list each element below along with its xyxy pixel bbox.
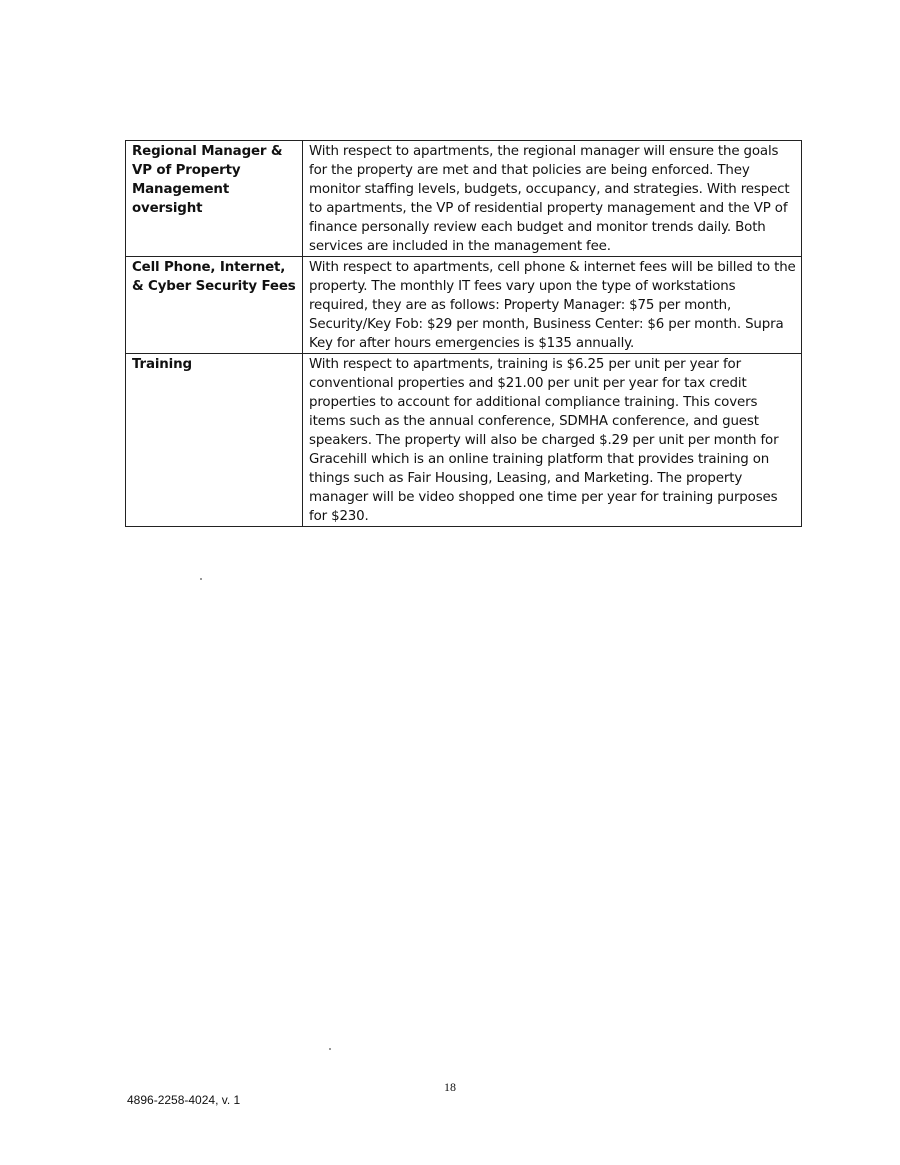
row-description: With respect to apartments, the regional manager will ensure the goals for the property are met and that policies are being enforced. They monitor staffing levels, budgets, occupancy, and strategies. With respect to apartments, the VP of residential property management and the VP of finance personally review each budget and monitor trends daily. Both services are included in the management fee.	[303, 141, 802, 257]
table-row	[126, 141, 802, 257]
table-row	[126, 354, 802, 527]
row-label: Cell Phone, Internet, & Cyber Security Fees	[126, 257, 303, 354]
row-label: Training	[126, 354, 303, 527]
scan-speck	[200, 578, 202, 580]
document-id: 4896-2258-4024, v. 1	[127, 1093, 241, 1107]
scan-speck	[329, 1048, 331, 1050]
page-number: 18	[444, 1080, 456, 1094]
row-description: With respect to apartments, cell phone & internet fees will be billed to the property. The monthly IT fees vary upon the type of workstations required, they are as follows: Property Manager: $75 per month, Security/Key Fob: $29 per month, Business Center: $6 per month. Supra Key for after hours emergencies is $135 annually.	[303, 257, 802, 354]
row-description: With respect to apartments, training is $6.25 per unit per year for conventional properties and $21.00 per unit per year for tax credit properties to account for additional compliance training. This covers items such as the annual conference, SDMHA conference, and guest speakers. The property will also be charged $.29 per unit per month for Gracehill which is an online training platform that provides training on things such as Fair Housing, Leasing, and Marketing. The property manager will be video shopped one time per year for training purposes for $230.	[303, 354, 802, 527]
row-label: Regional Manager & VP of Property Management oversight	[126, 141, 303, 257]
fee-table	[125, 140, 802, 527]
table-row	[126, 257, 802, 354]
